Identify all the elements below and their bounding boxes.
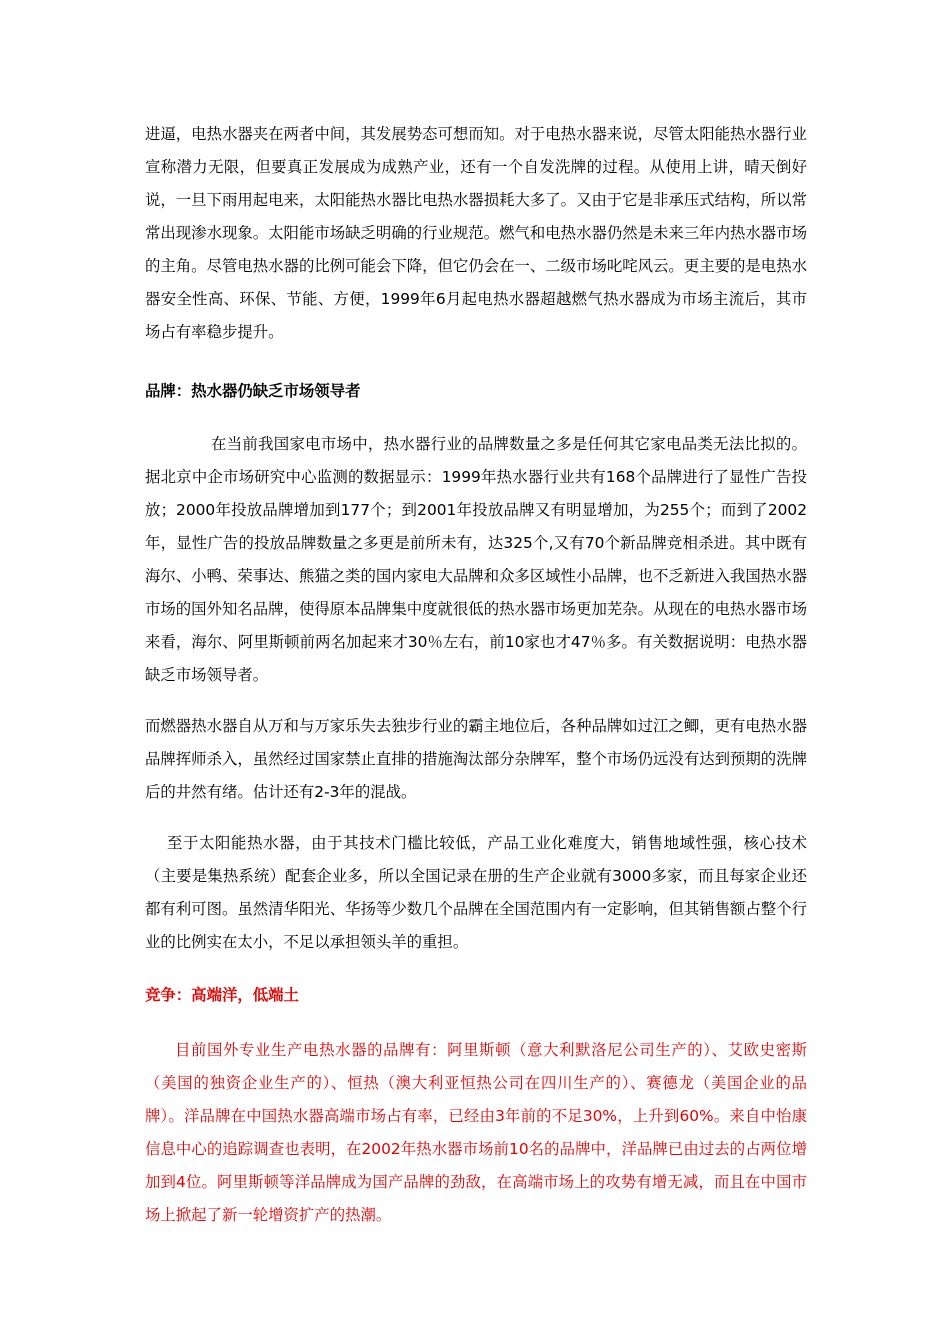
paragraph-gas-heater: 而燃器热水器自从万和与万家乐失去独步行业的霸主地位后，各种品牌如过江之鲫，更有电热水器品牌挥师杀入，虽然经过国家禁止直排的措施淘汰部分杂牌军，整个市场仍远没有达到预期的洗牌后的井然有绪。估计还有2-3年的混战。 (145, 717, 807, 801)
paragraph-brand-count: 在当前我国家电市场中，热水器行业的品牌数量之多是任何其它家电品类无法比拟的。据北京中企市场研究中心监测的数据显示：1999年热水器行业共有168个品牌进行了显性广告投放；2000年投放品牌增加到177个；到2001年投放品牌又有明显增加，为255个；而到了2002年，显性广告的投放品牌数量之多更是前所未有，达325个,又有70个新品牌竞相杀进。其中既有海尔、小鸭、荣事达、熊猫之类的国内家电大品牌和众多区域性小品牌，也不乏新进入我国热水器市场的国外知名品牌，使得原本品牌集中度就很低的热水器市场更加芜杂。从现在的电热水器市场来看，海尔、阿里斯顿前两名加起来才30％左右，前10家也才47％多。有关数据说明：电热水器缺乏市场领导者。 (145, 435, 807, 684)
heading-brand: 品牌：热水器仍缺乏市场领导者 (145, 382, 361, 400)
paragraph-water-heater-market: 进逼，电热水器夹在两者中间，其发展势态可想而知。对于电热水器来说，尽管太阳能热水器行业宣称潜力无限，但要真正发展成为成熟产业，还有一个自发洗牌的过程。从使用上讲，晴天倒好说，一旦下雨用起电来，太阳能热水器比电热水器损耗大多了。又由于它是非承压式结构，所以常常出现渗水现象。太阳能市场缺乏明确的行业规范。燃气和电热水器仍然是未来三年内热水器市场的主角。尽管电热水器的比例可能会下降，但它仍会在一、二级市场叱咤风云。更主要的是电热水器安全性高、环保、节能、方便，1999年6月起电热水器超越燃气热水器成为市场主流后，其市场占有率稳步提升。 (145, 125, 807, 341)
paragraph-foreign-brands: 目前国外专业生产电热水器的品牌有：阿里斯顿（意大利默洛尼公司生产的）、艾欧史密斯（美国的独资企业生产的）、恒热（澳大利亚恒热公司在四川生产的）、赛德龙（美国企业的品牌）。洋品牌在中国热水器高端市场占有率，已经由3年前的不足30%，上升到60%。来自中怡康信息中心的追踪调查也表明，在2002年热水器市场前10名的品牌中，洋品牌已由过去的占两位增加到4位。阿里斯顿等洋品牌成为国产品牌的劲敌，在高端市场上的攻势有增无减，而且在中国市场上掀起了新一轮增资扩产的热潮。 (145, 1041, 807, 1224)
paragraph-solar-heater: 至于太阳能热水器，由于其技术门槛比较低，产品工业化难度大，销售地域性强，核心技术（主要是集热系统）配套企业多，所以全国记录在册的生产企业就有3000多家，而且每家企业还都有利可图。虽然清华阳光、华扬等少数几个品牌在全国范围内有一定影响，但其销售额占整个行业的比例实在太小，不足以承担领头羊的重担。 (145, 834, 807, 951)
heading-competition: 竞争：高端洋，低端土 (145, 986, 299, 1004)
document-body (145, 118, 807, 1232)
